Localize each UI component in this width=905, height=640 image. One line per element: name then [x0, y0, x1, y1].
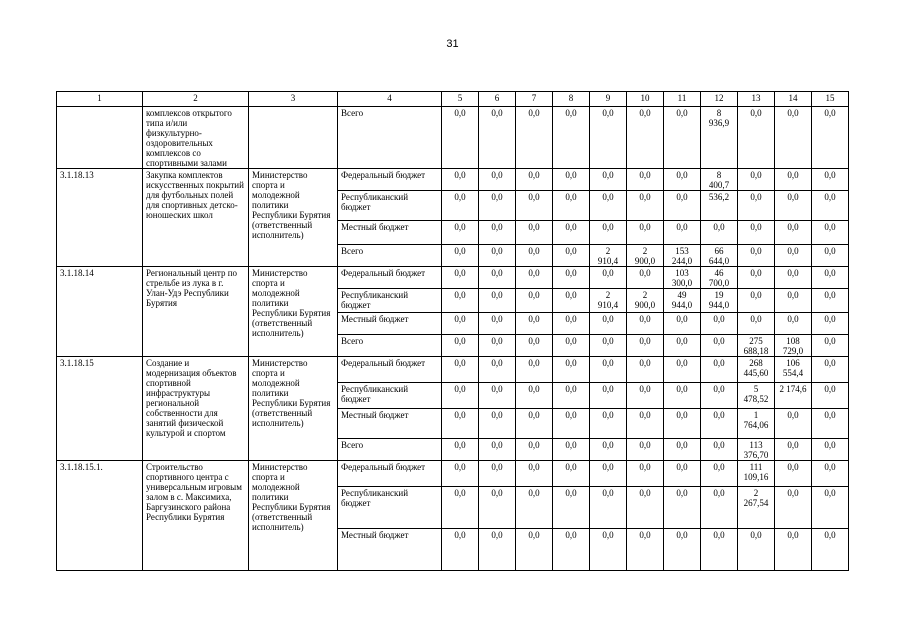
amount-cell: 0,0 — [590, 267, 627, 289]
amount-cell: 0,0 — [812, 529, 849, 571]
row-name: Строительство спортивного центра с универсальным игровым залом в с. Максимиха, Баргузинского района Республики Бурятия — [143, 461, 249, 571]
amount-cell: 0,0 — [479, 289, 516, 313]
amount-cell: 0,0 — [738, 267, 775, 289]
amount-cell: 0,0 — [516, 335, 553, 357]
amount-cell: 0,0 — [442, 439, 479, 461]
amount-cell: 2 900,0 — [627, 289, 664, 313]
funding-source: Республиканский бюджет — [338, 289, 442, 313]
amount-cell: 0,0 — [590, 169, 627, 191]
amount-cell: 0,0 — [738, 245, 775, 267]
table-row — [57, 357, 849, 383]
amount-cell: 0,0 — [627, 267, 664, 289]
amount-cell: 0,0 — [442, 461, 479, 487]
amount-cell: 0,0 — [775, 461, 812, 487]
funding-source: Федеральный бюджет — [338, 267, 442, 289]
amount-cell: 0,0 — [812, 409, 849, 439]
amount-cell: 66 644,0 — [701, 245, 738, 267]
amount-cell: 0,0 — [701, 439, 738, 461]
amount-cell: 0,0 — [664, 487, 701, 529]
amount-cell: 0,0 — [590, 461, 627, 487]
row-executor — [249, 107, 338, 169]
column-header: 15 — [812, 92, 849, 107]
amount-cell: 0,0 — [442, 221, 479, 245]
amount-cell: 0,0 — [664, 439, 701, 461]
amount-cell: 0,0 — [553, 439, 590, 461]
amount-cell: 0,0 — [812, 383, 849, 409]
amount-cell: 0,0 — [812, 221, 849, 245]
amount-cell: 0,0 — [442, 383, 479, 409]
row-executor: Министерство спорта и молодежной политики Республики Бурятия (ответственный исполнитель) — [249, 357, 338, 461]
amount-cell: 0,0 — [812, 267, 849, 289]
amount-cell: 0,0 — [479, 107, 516, 169]
table-row — [57, 107, 849, 169]
header-row — [57, 92, 849, 107]
amount-cell: 0,0 — [812, 461, 849, 487]
amount-cell: 0,0 — [442, 191, 479, 221]
column-header: 4 — [338, 92, 442, 107]
funding-source: Всего — [338, 245, 442, 267]
amount-cell: 0,0 — [553, 357, 590, 383]
amount-cell: 0,0 — [553, 313, 590, 335]
funding-source: Местный бюджет — [338, 221, 442, 245]
amount-cell: 0,0 — [627, 529, 664, 571]
amount-cell: 0,0 — [516, 439, 553, 461]
amount-cell: 0,0 — [812, 289, 849, 313]
amount-cell: 0,0 — [553, 383, 590, 409]
amount-cell: 0,0 — [553, 267, 590, 289]
column-header: 11 — [664, 92, 701, 107]
amount-cell: 0,0 — [627, 487, 664, 529]
row-code — [57, 107, 143, 169]
amount-cell: 0,0 — [627, 335, 664, 357]
funding-source: Федеральный бюджет — [338, 461, 442, 487]
amount-cell: 0,0 — [701, 313, 738, 335]
amount-cell: 0,0 — [812, 313, 849, 335]
amount-cell: 2 910,4 — [590, 289, 627, 313]
amount-cell: 0,0 — [664, 107, 701, 169]
funding-source: Местный бюджет — [338, 529, 442, 571]
amount-cell: 0,0 — [442, 289, 479, 313]
amount-cell: 153 244,0 — [664, 245, 701, 267]
amount-cell: 0,0 — [664, 335, 701, 357]
column-header: 6 — [479, 92, 516, 107]
amount-cell: 106 554,4 — [775, 357, 812, 383]
amount-cell: 0,0 — [553, 409, 590, 439]
amount-cell: 0,0 — [590, 487, 627, 529]
amount-cell: 0,0 — [442, 335, 479, 357]
amount-cell: 0,0 — [590, 313, 627, 335]
amount-cell: 2 910,4 — [590, 245, 627, 267]
amount-cell: 0,0 — [516, 383, 553, 409]
funding-source: Республиканский бюджет — [338, 383, 442, 409]
amount-cell: 0,0 — [553, 289, 590, 313]
amount-cell: 536,2 — [701, 191, 738, 221]
amount-cell: 0,0 — [553, 169, 590, 191]
amount-cell: 0,0 — [701, 221, 738, 245]
amount-cell: 0,0 — [479, 487, 516, 529]
amount-cell: 2 174,6 — [775, 383, 812, 409]
column-header: 13 — [738, 92, 775, 107]
row-code: 3.1.18.14 — [57, 267, 143, 357]
row-name: Создание и модернизация объектов спортивной инфраструктуры региональной собственности для занятий физической культурой и спортом — [143, 357, 249, 461]
amount-cell: 0,0 — [516, 221, 553, 245]
amount-cell: 0,0 — [627, 313, 664, 335]
amount-cell: 0,0 — [627, 107, 664, 169]
amount-cell: 0,0 — [738, 313, 775, 335]
amount-cell: 0,0 — [775, 267, 812, 289]
funding-source: Местный бюджет — [338, 409, 442, 439]
amount-cell: 0,0 — [775, 487, 812, 529]
amount-cell: 0,0 — [627, 439, 664, 461]
amount-cell: 0,0 — [516, 487, 553, 529]
amount-cell: 0,0 — [553, 487, 590, 529]
amount-cell: 103 300,0 — [664, 267, 701, 289]
amount-cell: 0,0 — [479, 529, 516, 571]
amount-cell: 0,0 — [664, 221, 701, 245]
amount-cell: 0,0 — [516, 169, 553, 191]
amount-cell: 0,0 — [553, 335, 590, 357]
amount-cell: 0,0 — [442, 107, 479, 169]
column-header: 5 — [442, 92, 479, 107]
amount-cell: 0,0 — [812, 169, 849, 191]
amount-cell: 0,0 — [553, 107, 590, 169]
column-header: 10 — [627, 92, 664, 107]
amount-cell: 0,0 — [553, 529, 590, 571]
amount-cell: 0,0 — [516, 529, 553, 571]
amount-cell: 0,0 — [812, 191, 849, 221]
column-header: 12 — [701, 92, 738, 107]
column-header: 9 — [590, 92, 627, 107]
amount-cell: 0,0 — [553, 461, 590, 487]
amount-cell: 0,0 — [516, 313, 553, 335]
amount-cell: 0,0 — [775, 529, 812, 571]
amount-cell: 0,0 — [516, 267, 553, 289]
amount-cell: 268 445,60 — [738, 357, 775, 383]
amount-cell: 0,0 — [479, 335, 516, 357]
row-code: 3.1.18.15.1. — [57, 461, 143, 571]
amount-cell: 0,0 — [812, 335, 849, 357]
table-row — [57, 169, 849, 191]
amount-cell: 0,0 — [479, 267, 516, 289]
row-name: Региональный центр по стрельбе из лука в г. Улан-Удэ Республики Бурятия — [143, 267, 249, 357]
amount-cell: 0,0 — [627, 169, 664, 191]
amount-cell: 0,0 — [479, 439, 516, 461]
row-name: комплексов открытого типа и/или физкультурно-оздоровительных комплексов со спортивными залами — [143, 107, 249, 169]
amount-cell: 0,0 — [664, 357, 701, 383]
amount-cell: 0,0 — [701, 529, 738, 571]
amount-cell: 0,0 — [664, 409, 701, 439]
amount-cell: 0,0 — [590, 335, 627, 357]
amount-cell: 0,0 — [812, 439, 849, 461]
amount-cell: 0,0 — [664, 191, 701, 221]
amount-cell: 0,0 — [479, 191, 516, 221]
amount-cell: 0,0 — [516, 461, 553, 487]
amount-cell: 0,0 — [442, 267, 479, 289]
amount-cell: 0,0 — [442, 487, 479, 529]
amount-cell: 46 700,0 — [701, 267, 738, 289]
column-header: 14 — [775, 92, 812, 107]
amount-cell: 0,0 — [442, 169, 479, 191]
amount-cell: 0,0 — [627, 409, 664, 439]
amount-cell: 0,0 — [738, 529, 775, 571]
amount-cell: 0,0 — [775, 409, 812, 439]
amount-cell: 5 478,52 — [738, 383, 775, 409]
amount-cell: 0,0 — [590, 357, 627, 383]
table-row — [57, 267, 849, 289]
amount-cell: 0,0 — [442, 245, 479, 267]
amount-cell: 0,0 — [627, 191, 664, 221]
amount-cell: 0,0 — [812, 245, 849, 267]
column-header: 8 — [553, 92, 590, 107]
funding-source: Всего — [338, 439, 442, 461]
amount-cell: 0,0 — [701, 487, 738, 529]
amount-cell: 0,0 — [627, 357, 664, 383]
amount-cell: 0,0 — [479, 461, 516, 487]
amount-cell: 111 109,16 — [738, 461, 775, 487]
funding-source: Федеральный бюджет — [338, 169, 442, 191]
amount-cell: 0,0 — [701, 335, 738, 357]
funding-source: Республиканский бюджет — [338, 191, 442, 221]
amount-cell: 0,0 — [775, 313, 812, 335]
amount-cell: 0,0 — [442, 529, 479, 571]
amount-cell: 0,0 — [590, 107, 627, 169]
amount-cell: 0,0 — [701, 357, 738, 383]
amount-cell: 0,0 — [664, 169, 701, 191]
table-body — [57, 107, 849, 571]
column-header: 1 — [57, 92, 143, 107]
amount-cell: 0,0 — [479, 313, 516, 335]
amount-cell: 0,0 — [553, 245, 590, 267]
column-header: 3 — [249, 92, 338, 107]
table-row — [57, 461, 849, 487]
amount-cell: 0,0 — [775, 439, 812, 461]
amount-cell: 0,0 — [738, 289, 775, 313]
amount-cell: 0,0 — [553, 191, 590, 221]
amount-cell: 0,0 — [479, 383, 516, 409]
amount-cell: 0,0 — [442, 357, 479, 383]
amount-cell: 0,0 — [516, 245, 553, 267]
funding-source: Федеральный бюджет — [338, 357, 442, 383]
amount-cell: 0,0 — [775, 107, 812, 169]
amount-cell: 0,0 — [516, 409, 553, 439]
amount-cell: 0,0 — [479, 409, 516, 439]
amount-cell: 0,0 — [812, 487, 849, 529]
amount-cell: 0,0 — [479, 357, 516, 383]
row-executor: Министерство спорта и молодежной политики Республики Бурятия (ответственный исполнитель) — [249, 169, 338, 267]
amount-cell: 0,0 — [442, 409, 479, 439]
budget-table — [56, 91, 849, 571]
amount-cell: 0,0 — [738, 191, 775, 221]
amount-cell: 0,0 — [590, 439, 627, 461]
amount-cell: 0,0 — [738, 221, 775, 245]
amount-cell: 0,0 — [738, 107, 775, 169]
amount-cell: 0,0 — [664, 313, 701, 335]
amount-cell: 0,0 — [775, 191, 812, 221]
row-name: Закупка комплектов искусственных покрытий для футбольных полей для спортивных детско-юношеских школ — [143, 169, 249, 267]
amount-cell: 0,0 — [590, 221, 627, 245]
amount-cell: 2 900,0 — [627, 245, 664, 267]
amount-cell: 0,0 — [664, 383, 701, 409]
amount-cell: 108 729,0 — [775, 335, 812, 357]
amount-cell: 0,0 — [812, 357, 849, 383]
amount-cell: 1 764,06 — [738, 409, 775, 439]
amount-cell: 0,0 — [590, 409, 627, 439]
amount-cell: 49 944,0 — [664, 289, 701, 313]
page-number: 31 — [446, 38, 459, 50]
amount-cell: 0,0 — [701, 409, 738, 439]
amount-cell: 0,0 — [590, 191, 627, 221]
row-executor: Министерство спорта и молодежной политики Республики Бурятия (ответственный исполнитель) — [249, 267, 338, 357]
amount-cell: 0,0 — [516, 107, 553, 169]
amount-cell: 0,0 — [738, 169, 775, 191]
amount-cell: 0,0 — [590, 529, 627, 571]
amount-cell: 275 688,18 — [738, 335, 775, 357]
amount-cell: 0,0 — [775, 169, 812, 191]
amount-cell: 2 267,54 — [738, 487, 775, 529]
amount-cell: 0,0 — [516, 357, 553, 383]
amount-cell: 0,0 — [775, 221, 812, 245]
amount-cell: 0,0 — [701, 383, 738, 409]
row-code: 3.1.18.15 — [57, 357, 143, 461]
amount-cell: 0,0 — [442, 313, 479, 335]
amount-cell: 0,0 — [664, 529, 701, 571]
amount-cell: 0,0 — [516, 289, 553, 313]
amount-cell: 19 944,0 — [701, 289, 738, 313]
amount-cell: 0,0 — [479, 221, 516, 245]
amount-cell: 0,0 — [775, 245, 812, 267]
amount-cell: 0,0 — [590, 383, 627, 409]
column-header: 2 — [143, 92, 249, 107]
amount-cell: 0,0 — [516, 191, 553, 221]
row-code: 3.1.18.13 — [57, 169, 143, 267]
amount-cell: 0,0 — [479, 169, 516, 191]
amount-cell: 0,0 — [627, 383, 664, 409]
funding-source: Республиканский бюджет — [338, 487, 442, 529]
column-header: 7 — [516, 92, 553, 107]
amount-cell: 0,0 — [627, 221, 664, 245]
amount-cell: 0,0 — [627, 461, 664, 487]
funding-source: Всего — [338, 107, 442, 169]
funding-source: Местный бюджет — [338, 313, 442, 335]
amount-cell: 0,0 — [775, 289, 812, 313]
amount-cell: 0,0 — [553, 221, 590, 245]
row-executor: Министерство спорта и молодежной политики Республики Бурятия (ответственный исполнитель) — [249, 461, 338, 571]
amount-cell: 113 376,70 — [738, 439, 775, 461]
amount-cell: 0,0 — [479, 245, 516, 267]
funding-source: Всего — [338, 335, 442, 357]
amount-cell: 0,0 — [812, 107, 849, 169]
amount-cell: 0,0 — [701, 461, 738, 487]
amount-cell: 8 400,7 — [701, 169, 738, 191]
amount-cell: 0,0 — [664, 461, 701, 487]
amount-cell: 8 936,9 — [701, 107, 738, 169]
